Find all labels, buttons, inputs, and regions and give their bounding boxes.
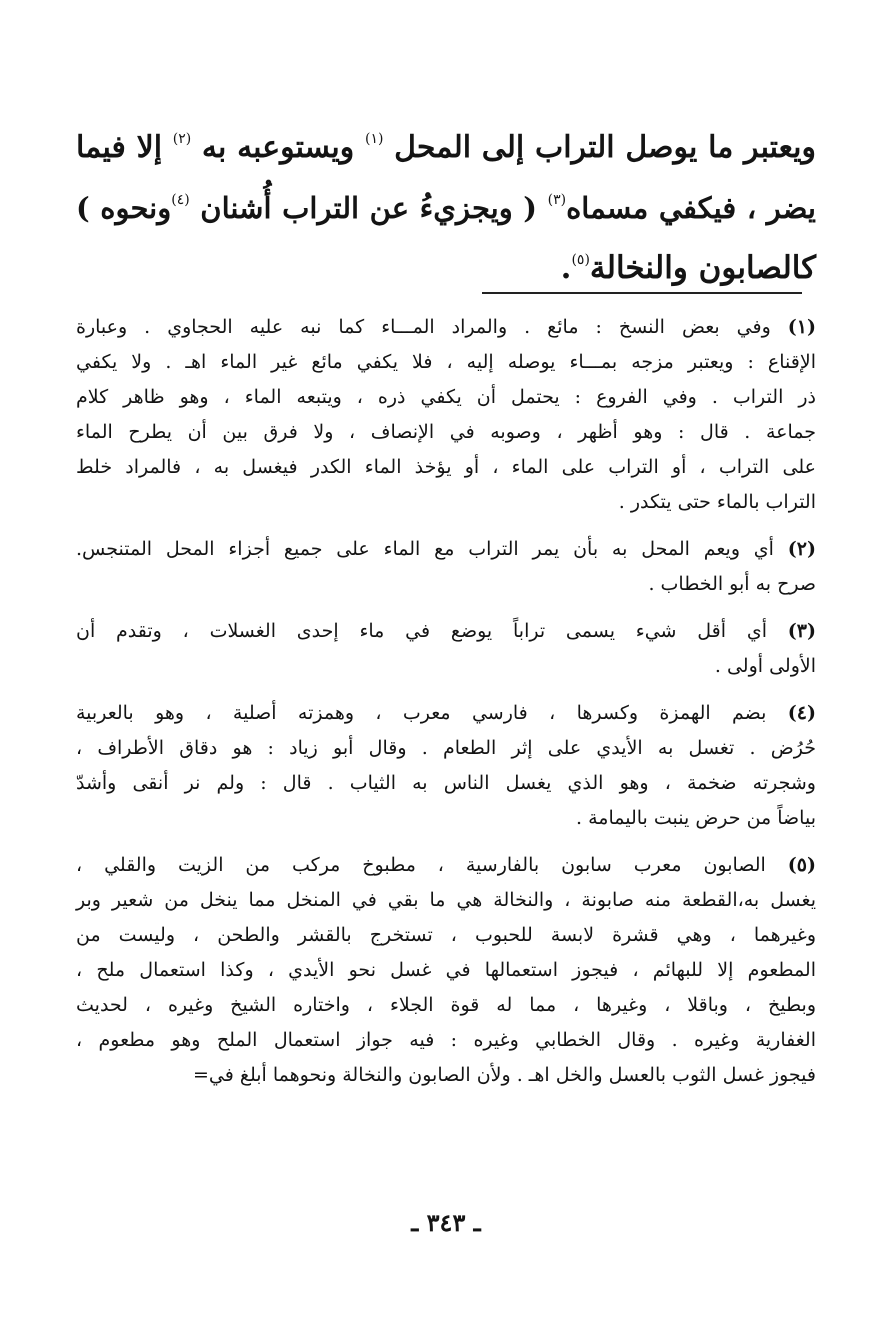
- page-number: ـ ٣٤٣ ـ: [411, 1208, 481, 1237]
- footnote-3: (٣) أي أقل شيء يسمى تراباً يوضع في ماء إحدى الغسلات ، وتقدم أن الأولى أولى .: [76, 620, 817, 677]
- footnote-number: (٣): [787, 620, 817, 642]
- footnote-ref: (٥): [571, 252, 590, 268]
- footnote-number: (٤): [787, 702, 816, 724]
- footnote-number: (٥): [787, 854, 816, 876]
- main-line-2: يضر ، فيكفي مسماه$^{(٣)}$ ( ويجزيءُ عن التراب أُشنان $^{(٤)}$ونحوه ): [76, 191, 816, 225]
- footnote-ref: (٣): [547, 192, 567, 208]
- footnotes: [76, 310, 816, 1105]
- main-line-3: كالصابون والنخالة$^{(٥)}$.: [560, 250, 816, 286]
- footnote-divider: [482, 292, 802, 294]
- footnote-number: (٢): [787, 538, 816, 560]
- footnote-ref: (١): [364, 131, 384, 147]
- footnote-2: (٢) أي ويعم المحل به بأن يمر التراب مع الماء على جميع أجزاء المحل المتنجس. صرح به أبو الخطاب .: [76, 538, 816, 595]
- main-text: [76, 118, 816, 298]
- main-line-1: ويعتبر ما يوصل التراب إلى المحل $^{(١)}$ ويستوعبه به $^{(٢)}$ إلا فيما: [76, 130, 816, 165]
- footnote-5: (٥) الصابون معرب سابون بالفارسية ، مطبوخ مركب من الزيت والقلي ، يغسل به،القطعة منه صابونة ، والنخالة هي ما بقي في المنخل مما ينخل من شعير وبر وغيرهما ، وهي قشرة لابسة للحبوب ، تستخرج بالقشر والطحن ، وليست من المطعوم إلا للبهائم ، فيجوز استعمالها في غسل نحو الأيدي ، وكذا استعمال ملح ، وبطيخ ، وباقلا ، وغيرها ، مما له قوة الجلاء ، واختاره الشيخ وغيره ، لحديث الغفارية وغيره . وقال الخطابي وغيره : فيه جواز استعمال الملح وهو مطعوم ، فيجوز غسل الثوب بالعسل والخل اهـ . ولأن الصابون والنخالة ونحوهما أبلغ في=: [76, 854, 816, 1086]
- footnote-number: (١): [787, 316, 816, 338]
- footnote-1: (١) وفي بعض النسخ : مائع . والمراد المـــاء كما نبه عليه الحجاوي . وعبارة الإقناع : ويعتبر مزجه بمـــاء يوصله إليه ، فلا يكفي مائع غير الماء اهـ . ولا يكفي ذر التراب . وفي الفروع : يحتمل أن يكفي ذره ، ويتبعه الماء ، وهو ظاهر كلام جماعة . قال : وهو أظهر ، وصوبه في الإنصاف ، ولا فرق بين أن يطرح الماء على التراب ، أو التراب على الماء ، أو يؤخذ الماء الكدر فيغسل به ، فالمراد خلط التراب بالماء حتى يتكدر .: [76, 316, 816, 513]
- footnote-ref: (٤): [171, 192, 190, 208]
- footnote-ref: (٢): [172, 131, 192, 147]
- footnote-4: (٤) بضم الهمزة وكسرها ، فارسي معرب ، وهمزته أصلية ، وهو بالعربية حُرُض . تغسل به الأيدي على إثر الطعام . وقال أبو زياد : هو دقاق الأطراف ، وشجرته ضخمة ، وهو الذي يغسل الناس به الثياب . قال : ولم نر أنقى وأشدّ بياضاً من حرض ينبت باليمامة .: [76, 702, 816, 829]
